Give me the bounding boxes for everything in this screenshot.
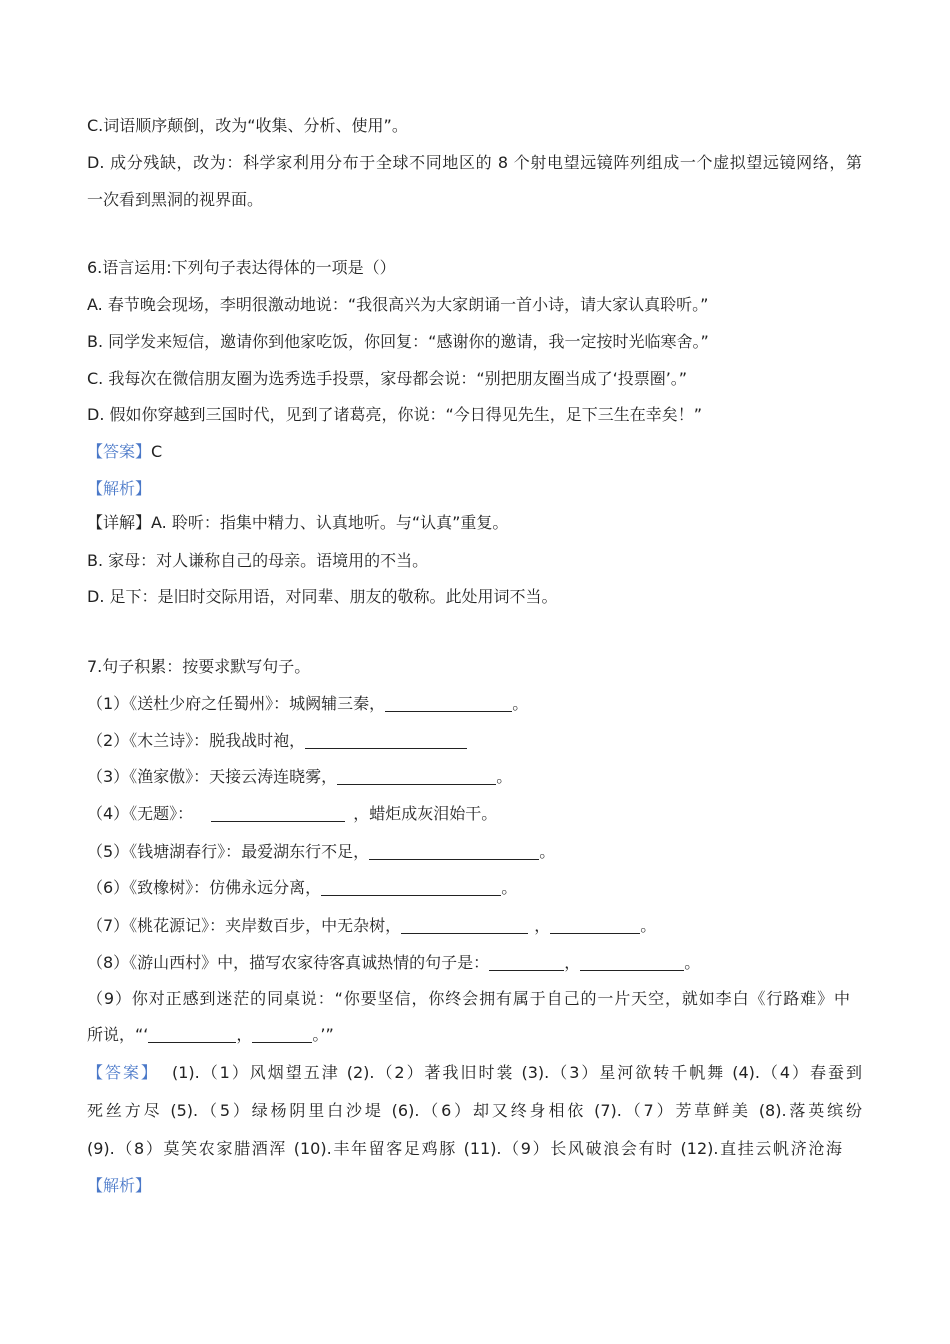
q7-item-6-blank (321, 880, 501, 896)
q7-item-9-prefix: 所说，“‘ (87, 1025, 149, 1044)
q7-item-8-suffix: 。 (684, 953, 701, 972)
q7-item-9-line2 (87, 1024, 334, 1046)
q7-item-1-suffix: 。 (512, 694, 529, 713)
q7-item-7 (87, 915, 656, 937)
q6-detail-label: 【详解】 (87, 513, 152, 532)
q7-answer-line-2: 死丝方尽 (5).（5）绿杨阴里白沙堤 (6).（6）却又终身相依 (7).（7）芳草鲜美 (8).落英缤纷 (87, 1101, 862, 1120)
q7-item-9-blank-2 (252, 1027, 312, 1043)
q7-item-5-blank (369, 844, 539, 860)
q7-item-9-blank-1 (148, 1027, 236, 1043)
q7-item-4-suffix: ，蜡炬成灰泪始干。 (353, 804, 498, 823)
q7-item-1-blank (385, 696, 512, 712)
q6-detail-text-1: A. 聆听：指集中精力、认真地听。与“认真”重复。 (151, 513, 509, 532)
q7-item-3-blank (337, 769, 496, 785)
q7-item-2-prefix: （2）《木兰诗》：脱我战时袍， (87, 731, 306, 750)
q6-detail-line-2: B. 家母：对人谦称自己的母亲。语境用的不当。 (87, 551, 429, 570)
q7-item-2 (87, 730, 467, 752)
q7-answer-label: 【答案】 (87, 1063, 159, 1082)
q7-item-8-mid: ， (564, 953, 581, 972)
q7-item-8-blank-2 (580, 955, 684, 971)
q7-item-4-blank (211, 806, 345, 822)
q6-answer-value: C (151, 442, 163, 461)
q7-item-1 (87, 693, 528, 715)
q7-item-6 (87, 877, 517, 899)
q6-option-d: D. 假如你穿越到三国时代，见到了诸葛亮，你说：“今日得见先生，足下三生在幸矣！” (87, 405, 703, 424)
q7-item-8 (87, 952, 700, 974)
q7-answer-line-1 (87, 1062, 862, 1084)
q7-item-4 (87, 803, 497, 825)
q7-stem: 7.句子积累：按要求默写句子。 (87, 657, 311, 676)
q7-item-9-mid: ， (236, 1025, 253, 1044)
q5-option-c: C.词语顺序颠倒，改为“收集、分析、使用”。 (87, 116, 408, 135)
q6-detail-line-1 (87, 512, 508, 534)
q6-analysis-label: 【解析】 (87, 479, 152, 498)
q7-item-5 (87, 841, 555, 863)
q7-answer-line-3: (9).（8）莫笑农家腊酒浑 (10).丰年留客足鸡豚 (11).（9）长风破浪会有时 (12).直挂云帆济沧海 (87, 1139, 842, 1158)
q5-option-d-line1: D. 成分残缺，改为：科学家利用分布于全球不同地区的 8 个射电望远镜阵列组成一个虚拟望远镜网络，第 (87, 153, 862, 172)
q5-option-d-line2: 一次看到黑洞的视界面。 (87, 190, 264, 209)
q7-item-7-prefix: （7）《桃花源记》：夹岸数百步，中无杂树， (87, 916, 402, 935)
q7-item-6-prefix: （6）《致橡树》：仿佛永远分离， (87, 878, 322, 897)
q6-answer-line (87, 441, 162, 463)
q7-item-6-suffix: 。 (501, 878, 518, 897)
q7-analysis-label: 【解析】 (87, 1176, 152, 1195)
q7-item-3-suffix: 。 (496, 767, 513, 786)
q6-option-b: B. 同学发来短信，邀请你到他家吃饭，你回复：“感谢你的邀请，我一定按时光临寒舍。” (87, 332, 709, 351)
q7-item-7-suffix: 。 (640, 916, 657, 935)
q7-item-3 (87, 766, 512, 788)
q7-item-9-suffix: 。’” (312, 1025, 334, 1044)
q7-item-9-line1: （9）你对正感到迷茫的同桌说：“你要坚信，你终会拥有属于自己的一片天空，就如李白《行路难》中 (87, 989, 850, 1008)
q7-answer-text-1: (1).（1）风烟望五津 (2).（2）著我旧时裳 (3).（3）星河欲转千帆舞 (4).（4）春蚕到 (171, 1063, 862, 1082)
q7-item-5-suffix: 。 (539, 842, 556, 861)
q7-item-8-blank-1 (489, 955, 564, 971)
q7-item-4-prefix: （4）《无题》： (87, 804, 194, 823)
q7-item-7-mid: ， (534, 916, 551, 935)
q6-stem: 6.语言运用:下列句子表达得体的一项是（） (87, 258, 396, 277)
q6-option-c: C. 我每次在微信朋友圈为选秀选手投票，家母都会说：“别把朋友圈当成了‘投票圈’。” (87, 369, 688, 388)
q7-item-1-prefix: （1）《送杜少府之任蜀州》：城阙辅三秦， (87, 694, 386, 713)
q6-answer-label: 【答案】 (87, 442, 152, 461)
q7-item-2-blank (305, 733, 467, 749)
q7-item-3-prefix: （3）《渔家傲》：天接云涛连晓雾， (87, 767, 338, 786)
q7-item-5-prefix: （5）《钱塘湖春行》：最爱湖东行不足， (87, 842, 370, 861)
q7-item-7-blank-1 (401, 918, 528, 934)
q7-item-8-prefix: （8）《游山西村》中，描写农家待客真诚热情的句子是： (87, 953, 490, 972)
q6-option-a: A. 春节晚会现场，李明很激动地说：“我很高兴为大家朗诵一首小诗，请大家认真聆听。” (87, 295, 709, 314)
q6-detail-line-3: D. 足下：是旧时交际用语，对同辈、朋友的敬称。此处用词不当。 (87, 587, 558, 606)
q7-item-7-blank-2 (550, 918, 640, 934)
